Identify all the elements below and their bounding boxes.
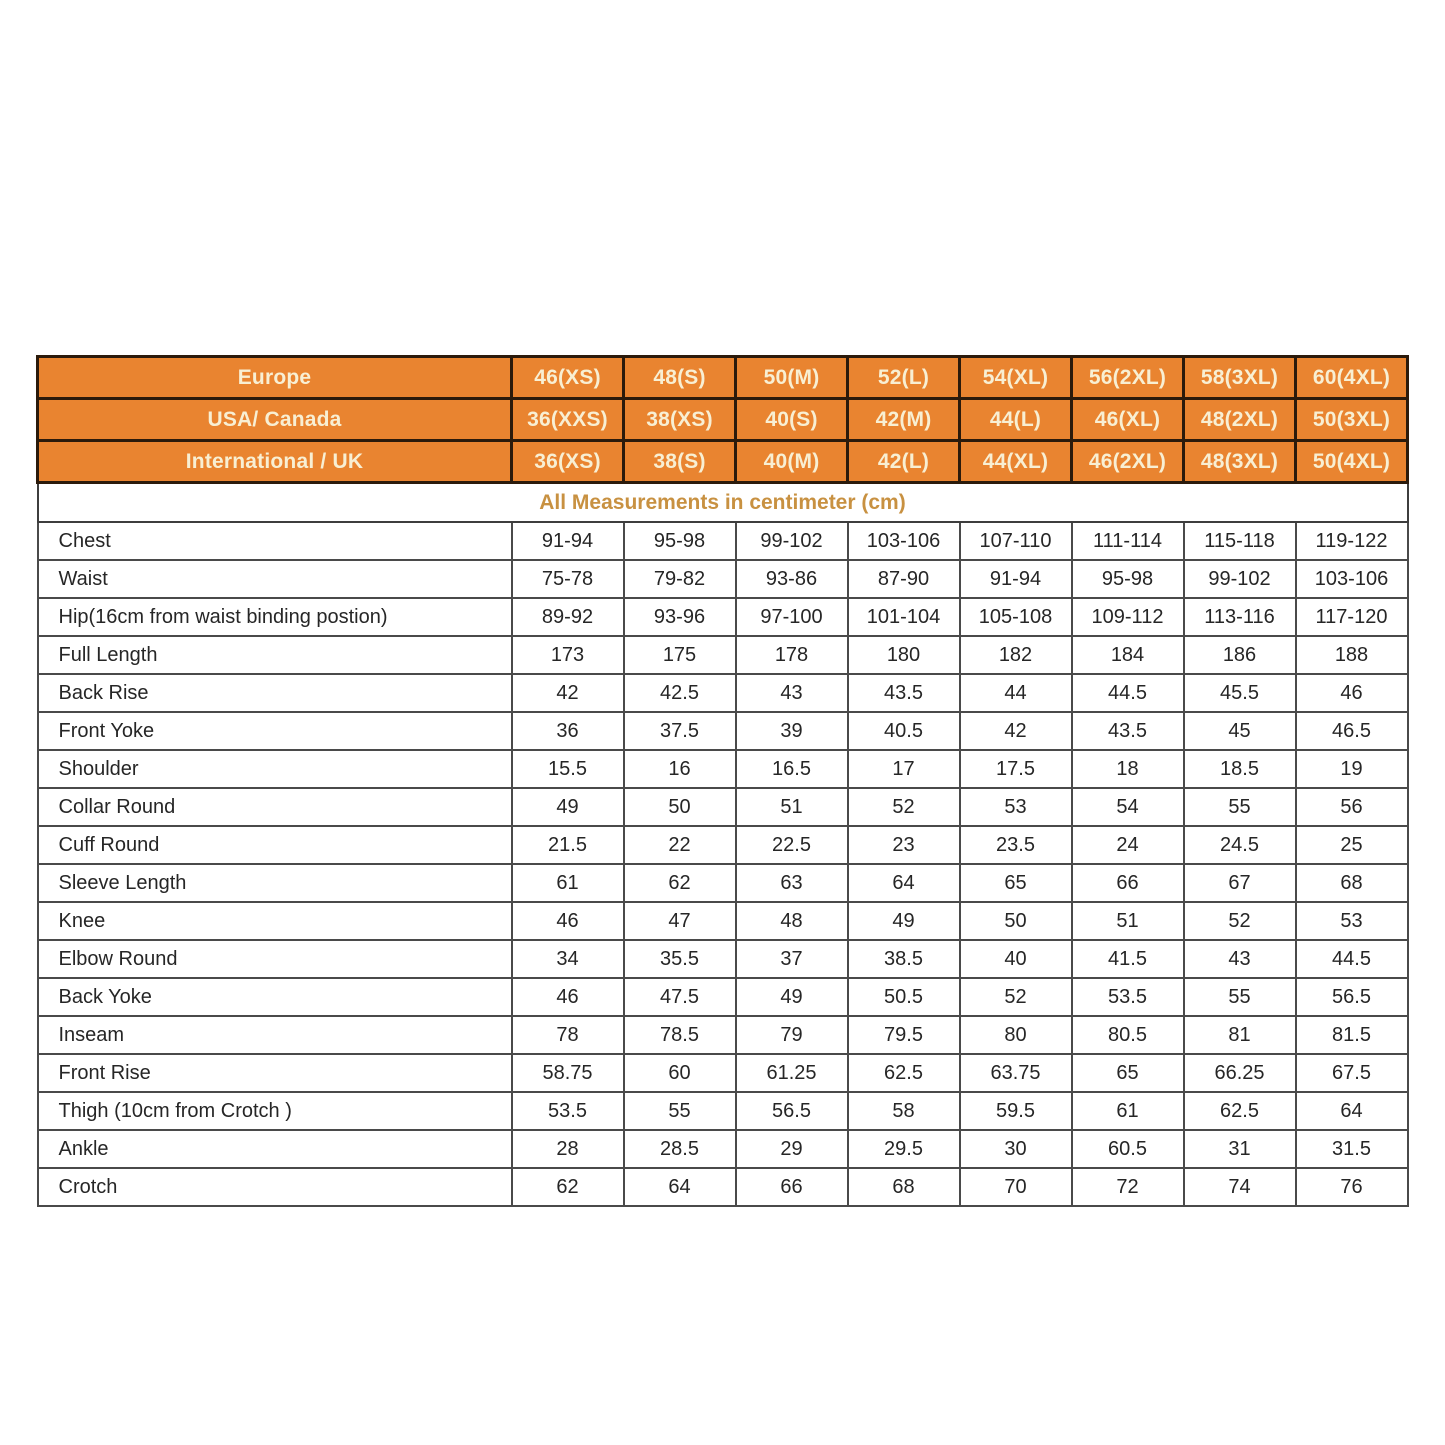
measurement-label: Front Yoke xyxy=(38,712,512,750)
measurement-value-cell: 61 xyxy=(1072,1092,1184,1130)
header-row xyxy=(38,357,1408,399)
measurement-value-cell: 60.5 xyxy=(1072,1130,1184,1168)
measurement-label: Collar Round xyxy=(38,788,512,826)
measurement-value-cell: 50.5 xyxy=(848,978,960,1016)
measurement-value-cell: 64 xyxy=(848,864,960,902)
measurement-value-cell: 65 xyxy=(1072,1054,1184,1092)
measurement-value-cell: 42 xyxy=(960,712,1072,750)
measurement-value-cell: 46 xyxy=(1296,674,1408,712)
size-header-cell: 56(2XL) xyxy=(1072,357,1184,399)
size-header-cell: 50(3XL) xyxy=(1296,399,1408,441)
measurement-label: Front Rise xyxy=(38,1054,512,1092)
measurement-value-cell: 66 xyxy=(736,1168,848,1206)
header-row xyxy=(38,399,1408,441)
measurement-value-cell: 23.5 xyxy=(960,826,1072,864)
measurement-value-cell: 60 xyxy=(624,1054,736,1092)
measurement-row xyxy=(38,674,1408,712)
size-header-cell: 60(4XL) xyxy=(1296,357,1408,399)
header-row xyxy=(38,441,1408,483)
measurement-value-cell: 67 xyxy=(1184,864,1296,902)
size-header-cell: 40(S) xyxy=(736,399,848,441)
measurement-value-cell: 28.5 xyxy=(624,1130,736,1168)
region-label: International / UK xyxy=(38,441,512,483)
measurement-value-cell: 17 xyxy=(848,750,960,788)
measurement-value-cell: 64 xyxy=(624,1168,736,1206)
measurement-value-cell: 80.5 xyxy=(1072,1016,1184,1054)
size-header-cell: 38(XS) xyxy=(624,399,736,441)
measurement-value-cell: 79-82 xyxy=(624,560,736,598)
measurement-value-cell: 66.25 xyxy=(1184,1054,1296,1092)
measurement-value-cell: 62.5 xyxy=(848,1054,960,1092)
measurement-value-cell: 184 xyxy=(1072,636,1184,674)
measurement-value-cell: 50 xyxy=(624,788,736,826)
measurement-value-cell: 38.5 xyxy=(848,940,960,978)
measurement-value-cell: 30 xyxy=(960,1130,1072,1168)
measurement-value-cell: 79 xyxy=(736,1016,848,1054)
measurement-value-cell: 48 xyxy=(736,902,848,940)
measurement-value-cell: 117-120 xyxy=(1296,598,1408,636)
measurement-value-cell: 22.5 xyxy=(736,826,848,864)
measurement-value-cell: 99-102 xyxy=(1184,560,1296,598)
measurement-value-cell: 63.75 xyxy=(960,1054,1072,1092)
measurement-value-cell: 173 xyxy=(512,636,624,674)
measurement-row xyxy=(38,1168,1408,1206)
measurement-value-cell: 40.5 xyxy=(848,712,960,750)
measurement-value-cell: 103-106 xyxy=(848,522,960,560)
measurement-value-cell: 186 xyxy=(1184,636,1296,674)
measurement-row xyxy=(38,978,1408,1016)
measurement-value-cell: 56 xyxy=(1296,788,1408,826)
units-note-row xyxy=(38,483,1408,523)
measurement-value-cell: 42.5 xyxy=(624,674,736,712)
measurement-value-cell: 81 xyxy=(1184,1016,1296,1054)
measurement-value-cell: 78 xyxy=(512,1016,624,1054)
size-header-cell: 46(XS) xyxy=(512,357,624,399)
measurement-value-cell: 46 xyxy=(512,978,624,1016)
measurement-value-cell: 119-122 xyxy=(1296,522,1408,560)
measurement-row xyxy=(38,902,1408,940)
measurement-value-cell: 74 xyxy=(1184,1168,1296,1206)
measurement-value-cell: 67.5 xyxy=(1296,1054,1408,1092)
size-header-cell: 48(S) xyxy=(624,357,736,399)
measurement-value-cell: 89-92 xyxy=(512,598,624,636)
measurement-value-cell: 182 xyxy=(960,636,1072,674)
measurement-label: Waist xyxy=(38,560,512,598)
measurement-value-cell: 111-114 xyxy=(1072,522,1184,560)
measurement-value-cell: 91-94 xyxy=(512,522,624,560)
measurement-value-cell: 52 xyxy=(960,978,1072,1016)
measurement-value-cell: 87-90 xyxy=(848,560,960,598)
measurement-value-cell: 56.5 xyxy=(1296,978,1408,1016)
measurement-value-cell: 24.5 xyxy=(1184,826,1296,864)
measurement-row xyxy=(38,712,1408,750)
measurement-value-cell: 188 xyxy=(1296,636,1408,674)
measurement-value-cell: 46.5 xyxy=(1296,712,1408,750)
size-header-cell: 50(M) xyxy=(736,357,848,399)
measurement-row xyxy=(38,750,1408,788)
measurement-value-cell: 44.5 xyxy=(1296,940,1408,978)
size-header-cell: 50(4XL) xyxy=(1296,441,1408,483)
measurement-value-cell: 107-110 xyxy=(960,522,1072,560)
measurement-value-cell: 93-86 xyxy=(736,560,848,598)
measurement-value-cell: 180 xyxy=(848,636,960,674)
measurement-value-cell: 22 xyxy=(624,826,736,864)
measurement-value-cell: 18 xyxy=(1072,750,1184,788)
measurement-value-cell: 43.5 xyxy=(848,674,960,712)
measurement-value-cell: 41.5 xyxy=(1072,940,1184,978)
measurement-value-cell: 31 xyxy=(1184,1130,1296,1168)
measurement-value-cell: 70 xyxy=(960,1168,1072,1206)
size-header-cell: 44(L) xyxy=(960,399,1072,441)
region-label: Europe xyxy=(38,357,512,399)
measurement-value-cell: 43 xyxy=(736,674,848,712)
measurement-value-cell: 42 xyxy=(512,674,624,712)
measurement-value-cell: 35.5 xyxy=(624,940,736,978)
size-header-cell: 38(S) xyxy=(624,441,736,483)
measurement-label: Cuff Round xyxy=(38,826,512,864)
measurement-value-cell: 68 xyxy=(1296,864,1408,902)
measurement-label: Sleeve Length xyxy=(38,864,512,902)
measurement-value-cell: 40 xyxy=(960,940,1072,978)
measurement-value-cell: 37.5 xyxy=(624,712,736,750)
measurement-label: Knee xyxy=(38,902,512,940)
measurement-label: Ankle xyxy=(38,1130,512,1168)
measurement-label: Chest xyxy=(38,522,512,560)
measurement-label: Crotch xyxy=(38,1168,512,1206)
measurement-value-cell: 62 xyxy=(624,864,736,902)
measurement-value-cell: 24 xyxy=(1072,826,1184,864)
size-header-cell: 40(M) xyxy=(736,441,848,483)
measurement-row xyxy=(38,560,1408,598)
measurement-value-cell: 53.5 xyxy=(1072,978,1184,1016)
measurement-label: Inseam xyxy=(38,1016,512,1054)
measurement-value-cell: 105-108 xyxy=(960,598,1072,636)
measurement-value-cell: 103-106 xyxy=(1296,560,1408,598)
measurement-value-cell: 61 xyxy=(512,864,624,902)
measurement-label: Thigh (10cm from Crotch ) xyxy=(38,1092,512,1130)
region-label: USA/ Canada xyxy=(38,399,512,441)
measurement-row xyxy=(38,1016,1408,1054)
measurement-value-cell: 115-118 xyxy=(1184,522,1296,560)
measurement-value-cell: 51 xyxy=(736,788,848,826)
measurement-value-cell: 16.5 xyxy=(736,750,848,788)
measurement-row xyxy=(38,864,1408,902)
measurement-value-cell: 44.5 xyxy=(1072,674,1184,712)
size-chart xyxy=(36,355,1409,1207)
measurement-value-cell: 68 xyxy=(848,1168,960,1206)
measurement-value-cell: 55 xyxy=(1184,978,1296,1016)
measurement-value-cell: 51 xyxy=(1072,902,1184,940)
units-note: All Measurements in centimeter (cm) xyxy=(38,483,1408,523)
measurement-value-cell: 62.5 xyxy=(1184,1092,1296,1130)
measurement-value-cell: 53.5 xyxy=(512,1092,624,1130)
measurement-value-cell: 91-94 xyxy=(960,560,1072,598)
measurement-row xyxy=(38,788,1408,826)
measurement-value-cell: 58 xyxy=(848,1092,960,1130)
measurement-value-cell: 97-100 xyxy=(736,598,848,636)
size-header-cell: 42(L) xyxy=(848,441,960,483)
measurement-value-cell: 23 xyxy=(848,826,960,864)
measurement-row xyxy=(38,826,1408,864)
measurement-value-cell: 54 xyxy=(1072,788,1184,826)
measurement-value-cell: 109-112 xyxy=(1072,598,1184,636)
measurement-value-cell: 53 xyxy=(960,788,1072,826)
measurement-value-cell: 53 xyxy=(1296,902,1408,940)
measurement-value-cell: 49 xyxy=(848,902,960,940)
measurement-value-cell: 101-104 xyxy=(848,598,960,636)
measurement-value-cell: 34 xyxy=(512,940,624,978)
measurement-row xyxy=(38,940,1408,978)
measurement-row xyxy=(38,522,1408,560)
measurement-value-cell: 64 xyxy=(1296,1092,1408,1130)
size-header-cell: 36(XS) xyxy=(512,441,624,483)
measurement-value-cell: 49 xyxy=(736,978,848,1016)
measurement-value-cell: 25 xyxy=(1296,826,1408,864)
measurement-value-cell: 15.5 xyxy=(512,750,624,788)
measurement-value-cell: 47.5 xyxy=(624,978,736,1016)
measurement-value-cell: 63 xyxy=(736,864,848,902)
measurement-value-cell: 36 xyxy=(512,712,624,750)
measurement-value-cell: 39 xyxy=(736,712,848,750)
measurement-value-cell: 29.5 xyxy=(848,1130,960,1168)
measurement-value-cell: 95-98 xyxy=(1072,560,1184,598)
measurement-row xyxy=(38,1054,1408,1092)
measurement-row xyxy=(38,1130,1408,1168)
measurement-row xyxy=(38,1092,1408,1130)
measurement-value-cell: 78.5 xyxy=(624,1016,736,1054)
measurement-value-cell: 52 xyxy=(1184,902,1296,940)
measurement-value-cell: 59.5 xyxy=(960,1092,1072,1130)
measurement-value-cell: 44 xyxy=(960,674,1072,712)
measurement-value-cell: 43.5 xyxy=(1072,712,1184,750)
size-header-cell: 44(XL) xyxy=(960,441,1072,483)
measurement-label: Elbow Round xyxy=(38,940,512,978)
measurement-value-cell: 19 xyxy=(1296,750,1408,788)
measurement-value-cell: 52 xyxy=(848,788,960,826)
measurement-value-cell: 95-98 xyxy=(624,522,736,560)
measurement-value-cell: 65 xyxy=(960,864,1072,902)
size-header-cell: 46(XL) xyxy=(1072,399,1184,441)
size-header-cell: 46(2XL) xyxy=(1072,441,1184,483)
measurement-label: Hip(16cm from waist binding postion) xyxy=(38,598,512,636)
measurement-value-cell: 75-78 xyxy=(512,560,624,598)
measurement-value-cell: 55 xyxy=(1184,788,1296,826)
measurement-value-cell: 21.5 xyxy=(512,826,624,864)
size-header-cell: 36(XXS) xyxy=(512,399,624,441)
measurement-value-cell: 66 xyxy=(1072,864,1184,902)
size-table-body xyxy=(38,483,1408,1207)
size-header-cell: 58(3XL) xyxy=(1184,357,1296,399)
measurement-value-cell: 17.5 xyxy=(960,750,1072,788)
measurement-value-cell: 93-96 xyxy=(624,598,736,636)
measurement-value-cell: 50 xyxy=(960,902,1072,940)
measurement-value-cell: 113-116 xyxy=(1184,598,1296,636)
measurement-value-cell: 175 xyxy=(624,636,736,674)
measurement-label: Full Length xyxy=(38,636,512,674)
measurement-label: Shoulder xyxy=(38,750,512,788)
measurement-value-cell: 178 xyxy=(736,636,848,674)
measurement-value-cell: 55 xyxy=(624,1092,736,1130)
measurement-value-cell: 76 xyxy=(1296,1168,1408,1206)
measurement-value-cell: 49 xyxy=(512,788,624,826)
measurement-value-cell: 72 xyxy=(1072,1168,1184,1206)
size-table xyxy=(36,355,1409,1207)
measurement-value-cell: 46 xyxy=(512,902,624,940)
measurement-value-cell: 79.5 xyxy=(848,1016,960,1054)
size-header-cell: 52(L) xyxy=(848,357,960,399)
measurement-value-cell: 28 xyxy=(512,1130,624,1168)
measurement-value-cell: 62 xyxy=(512,1168,624,1206)
measurement-value-cell: 81.5 xyxy=(1296,1016,1408,1054)
measurement-value-cell: 31.5 xyxy=(1296,1130,1408,1168)
measurement-value-cell: 37 xyxy=(736,940,848,978)
size-header-cell: 48(3XL) xyxy=(1184,441,1296,483)
measurement-value-cell: 18.5 xyxy=(1184,750,1296,788)
measurement-value-cell: 29 xyxy=(736,1130,848,1168)
measurement-value-cell: 45 xyxy=(1184,712,1296,750)
measurement-value-cell: 61.25 xyxy=(736,1054,848,1092)
measurement-value-cell: 45.5 xyxy=(1184,674,1296,712)
measurement-value-cell: 80 xyxy=(960,1016,1072,1054)
measurement-value-cell: 43 xyxy=(1184,940,1296,978)
measurement-value-cell: 47 xyxy=(624,902,736,940)
measurement-value-cell: 56.5 xyxy=(736,1092,848,1130)
measurement-label: Back Rise xyxy=(38,674,512,712)
size-header-cell: 54(XL) xyxy=(960,357,1072,399)
measurement-row xyxy=(38,598,1408,636)
size-header-cell: 42(M) xyxy=(848,399,960,441)
size-table-head xyxy=(38,357,1408,483)
size-header-cell: 48(2XL) xyxy=(1184,399,1296,441)
measurement-value-cell: 16 xyxy=(624,750,736,788)
measurement-label: Back Yoke xyxy=(38,978,512,1016)
measurement-row xyxy=(38,636,1408,674)
measurement-value-cell: 58.75 xyxy=(512,1054,624,1092)
measurement-value-cell: 99-102 xyxy=(736,522,848,560)
